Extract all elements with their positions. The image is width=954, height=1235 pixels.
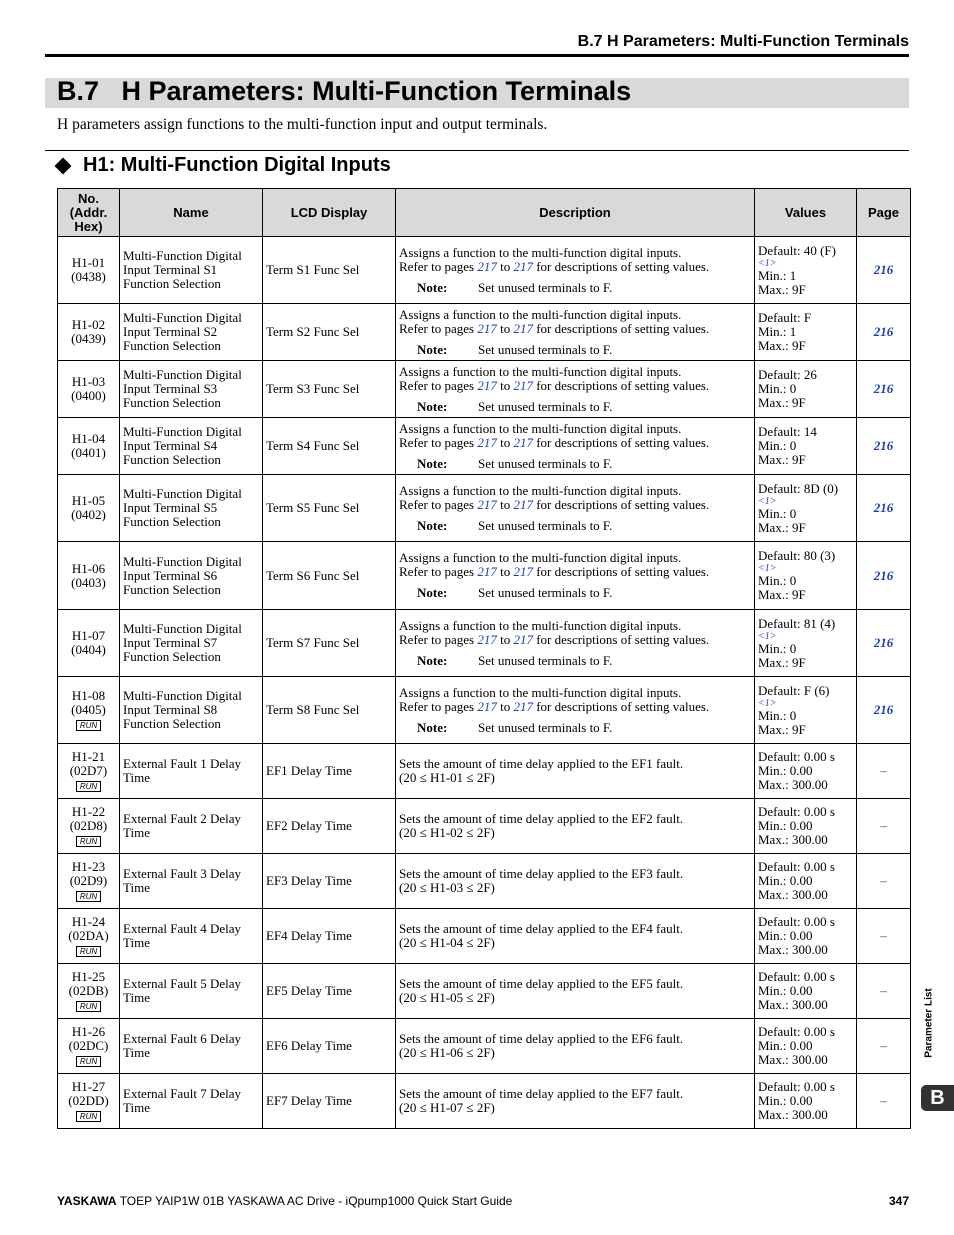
table-row: [58, 1019, 911, 1074]
page-ref-link[interactable]: 217: [477, 434, 497, 450]
table-row: [58, 677, 911, 744]
page-ref-link[interactable]: 217: [513, 320, 533, 336]
param-page: [857, 677, 911, 744]
subsection-heading: [55, 154, 391, 177]
param-lcd: EF7 Delay Time: [263, 1074, 396, 1129]
param-name: Multi-Function Digital Input Terminal S4 Function Selection: [120, 418, 263, 475]
run-badge: RUN: [76, 836, 101, 847]
page-link[interactable]: 216: [873, 324, 894, 339]
param-description: Assigns a function to the multi-function digital inputs. Refer to pages 217 to 217 for descriptions of setting values. Note: Set unused terminals to F.: [396, 542, 755, 610]
param-page: [857, 475, 911, 542]
param-lcd: EF2 Delay Time: [263, 799, 396, 854]
section-intro: H parameters assign functions to the multi-function input and output terminals.: [57, 116, 548, 133]
param-name: Multi-Function Digital Input Terminal S7 Function Selection: [120, 610, 263, 677]
param-values: Default: 81 (4) <1> Min.: 0 Max.: 9F: [755, 610, 857, 677]
param-values: Default: 14 Min.: 0 Max.: 9F: [755, 418, 857, 475]
note: Note: Set unused terminals to F.: [417, 719, 613, 735]
table-row: [58, 418, 911, 475]
param-number: H1-04 (0401): [58, 418, 120, 475]
page-ref-link[interactable]: 217: [513, 564, 533, 579]
param-lcd: Term S7 Func Sel: [263, 610, 396, 677]
param-name: External Fault 7 Delay Time: [120, 1074, 263, 1129]
parameter-table: [57, 188, 911, 1129]
param-description: Sets the amount of time delay applied to the EF6 fault. (20 ≤ H1-06 ≤ 2F): [396, 1019, 755, 1074]
footer-text: TOEP YAIP1W 01B YASKAWA AC Drive - iQpump1000 Quick Start Guide: [116, 1194, 513, 1208]
param-number: H1-25 (02DB) RUN: [58, 964, 120, 1019]
param-page: –: [857, 909, 911, 964]
note: Note: Set unused terminals to F.: [417, 517, 613, 533]
page-ref-link[interactable]: 217: [513, 434, 533, 450]
run-badge: RUN: [76, 946, 101, 957]
table-header-row: [58, 189, 911, 237]
param-description: Sets the amount of time delay applied to the EF2 fault. (20 ≤ H1-02 ≤ 2F): [396, 799, 755, 854]
note: Note: Set unused terminals to F.: [417, 455, 613, 471]
page-link[interactable]: 216: [873, 438, 894, 453]
param-page: –: [857, 1074, 911, 1129]
param-description: Sets the amount of time delay applied to the EF7 fault. (20 ≤ H1-07 ≤ 2F): [396, 1074, 755, 1129]
table-row: [58, 964, 911, 1019]
param-description: Sets the amount of time delay applied to the EF5 fault. (20 ≤ H1-05 ≤ 2F): [396, 964, 755, 1019]
param-description: Assigns a function to the multi-function digital inputs. Refer to pages 217 to 217 for descriptions of setting values. Note: Set unused terminals to F.: [396, 237, 755, 304]
run-badge: RUN: [76, 1001, 101, 1012]
param-lcd: Term S5 Func Sel: [263, 475, 396, 542]
param-lcd: Term S3 Func Sel: [263, 361, 396, 418]
note: Note: Set unused terminals to F.: [417, 398, 613, 414]
footnote-marker[interactable]: <1>: [758, 495, 777, 507]
table-row: [58, 1074, 911, 1129]
param-values: Default: 26 Min.: 0 Max.: 9F: [755, 361, 857, 418]
param-page: [857, 304, 911, 361]
table-row: [58, 610, 911, 677]
page-link[interactable]: 216: [873, 635, 894, 650]
param-name: External Fault 2 Delay Time: [120, 799, 263, 854]
footnote-marker[interactable]: <1>: [758, 563, 777, 574]
param-number: H1-02 (0439): [58, 304, 120, 361]
run-badge: RUN: [76, 1056, 101, 1067]
table-row: [58, 854, 911, 909]
param-name: Multi-Function Digital Input Terminal S1 Function Selection: [120, 237, 263, 304]
param-description: Assigns a function to the multi-function digital inputs. Refer to pages 217 to 217 for descriptions of setting values. Note: Set unused terminals to F.: [396, 418, 755, 475]
table-row: [58, 799, 911, 854]
col-header-description: Description: [396, 189, 755, 237]
col-header-name: Name: [120, 189, 263, 237]
param-number: H1-26 (02DC) RUN: [58, 1019, 120, 1074]
run-badge: RUN: [76, 1111, 101, 1122]
note: Note: Set unused terminals to F.: [417, 585, 613, 600]
param-page: [857, 237, 911, 304]
page-ref-link[interactable]: 217: [513, 496, 533, 512]
page-link[interactable]: 216: [873, 567, 894, 583]
param-number: H1-03 (0400): [58, 361, 120, 418]
table-row: [58, 475, 911, 542]
param-lcd: EF5 Delay Time: [263, 964, 396, 1019]
header-rule: [45, 54, 909, 57]
param-page: –: [857, 854, 911, 909]
param-values: Default: 0.00 s Min.: 0.00 Max.: 300.00: [755, 744, 857, 799]
param-number: H1-27 (02DD) RUN: [58, 1074, 120, 1129]
col-header-lcd: LCD Display: [263, 189, 396, 237]
footnote-marker[interactable]: <1>: [758, 697, 777, 709]
param-number: H1-22 (02D8) RUN: [58, 799, 120, 854]
page-link[interactable]: 216: [873, 702, 894, 717]
param-values: Default: 8D (0) <1> Min.: 0 Max.: 9F: [755, 475, 857, 542]
param-number: H1-08 (0405) RUN: [58, 677, 120, 744]
param-values: Default: 40 (F) <1> Min.: 1 Max.: 9F: [755, 237, 857, 304]
appendix-tab: B: [921, 1085, 954, 1111]
param-name: External Fault 3 Delay Time: [120, 854, 263, 909]
param-values: Default: 0.00 s Min.: 0.00 Max.: 300.00: [755, 1019, 857, 1074]
param-values: Default: 0.00 s Min.: 0.00 Max.: 300.00: [755, 1074, 857, 1129]
col-header-values: Values: [755, 189, 857, 237]
table-row: [58, 744, 911, 799]
page-ref-link[interactable]: 217: [477, 258, 497, 274]
param-name: Multi-Function Digital Input Terminal S2 Function Selection: [120, 304, 263, 361]
page-ref-link[interactable]: 217: [477, 377, 497, 393]
page-number: 347: [888, 1194, 909, 1208]
page-ref-link[interactable]: 217: [477, 496, 497, 512]
param-page: –: [857, 1019, 911, 1074]
page-link[interactable]: 216: [873, 500, 894, 515]
param-page: [857, 542, 911, 610]
diamond-bullet-icon: [55, 157, 72, 174]
param-number: H1-01 (0438): [58, 237, 120, 304]
param-name: Multi-Function Digital Input Terminal S6 Function Selection: [120, 542, 263, 610]
param-description: Sets the amount of time delay applied to the EF4 fault. (20 ≤ H1-04 ≤ 2F): [396, 909, 755, 964]
param-description: Assigns a function to the multi-function digital inputs. Refer to pages 217 to 217 for descriptions of setting values. Note: Set unused terminals to F.: [396, 677, 755, 744]
section-title-bar: [45, 78, 909, 108]
param-number: H1-05 (0402): [58, 475, 120, 542]
param-page: [857, 610, 911, 677]
param-values: Default: 0.00 s Min.: 0.00 Max.: 300.00: [755, 799, 857, 854]
param-values: Default: 0.00 s Min.: 0.00 Max.: 300.00: [755, 854, 857, 909]
note: Note: Set unused terminals to F.: [417, 279, 613, 295]
param-description: Assigns a function to the multi-function digital inputs. Refer to pages 217 to 217 for descriptions of setting values. Note: Set unused terminals to F.: [396, 610, 755, 677]
param-name: External Fault 4 Delay Time: [120, 909, 263, 964]
param-description: Sets the amount of time delay applied to the EF3 fault. (20 ≤ H1-03 ≤ 2F): [396, 854, 755, 909]
param-lcd: EF6 Delay Time: [263, 1019, 396, 1074]
run-badge: RUN: [76, 781, 101, 792]
footnote-marker[interactable]: <1>: [758, 257, 777, 269]
param-number: H1-23 (02D9) RUN: [58, 854, 120, 909]
section-title: B.7 H Parameters: Multi-Function Terminals: [57, 76, 632, 106]
param-values: Default: 0.00 s Min.: 0.00 Max.: 300.00: [755, 909, 857, 964]
param-description: Assigns a function to the multi-function digital inputs. Refer to pages 217 to 217 for descriptions of setting values. Note: Set unused terminals to F.: [396, 475, 755, 542]
col-header-no: No. (Addr. Hex): [58, 189, 120, 237]
table-row: [58, 237, 911, 304]
param-number: H1-21 (02D7) RUN: [58, 744, 120, 799]
page-ref-link[interactable]: 217: [513, 631, 533, 647]
param-name: Multi-Function Digital Input Terminal S3 Function Selection: [120, 361, 263, 418]
note: Note: Set unused terminals to F.: [417, 341, 613, 357]
footer: [57, 1194, 512, 1208]
page-ref-link[interactable]: 217: [513, 258, 533, 274]
param-name: External Fault 1 Delay Time: [120, 744, 263, 799]
param-name: External Fault 6 Delay Time: [120, 1019, 263, 1074]
page-ref-link[interactable]: 217: [513, 698, 533, 714]
subsection-title: H1: Multi-Function Digital Inputs: [83, 154, 391, 176]
table-row: [58, 361, 911, 418]
param-lcd: Term S8 Func Sel: [263, 677, 396, 744]
param-values: Default: 0.00 s Min.: 0.00 Max.: 300.00: [755, 964, 857, 1019]
param-values: Default: F Min.: 1 Max.: 9F: [755, 304, 857, 361]
param-values: Default: 80 (3) <1> Min.: 0 Max.: 9F: [755, 542, 857, 610]
param-description: Assigns a function to the multi-function digital inputs. Refer to pages 217 to 217 for descriptions of setting values. Note: Set unused terminals to F.: [396, 304, 755, 361]
param-page: –: [857, 964, 911, 1019]
param-number: H1-07 (0404): [58, 610, 120, 677]
param-description: Sets the amount of time delay applied to the EF1 fault. (20 ≤ H1-01 ≤ 2F): [396, 744, 755, 799]
param-page: [857, 361, 911, 418]
param-page: [857, 418, 911, 475]
table-row: [58, 909, 911, 964]
param-page: –: [857, 744, 911, 799]
subsection-rule: [45, 150, 909, 151]
page-link[interactable]: 216: [873, 381, 894, 396]
run-badge: RUN: [76, 891, 101, 902]
note: Note: Set unused terminals to F.: [417, 652, 613, 668]
param-lcd: Term S2 Func Sel: [263, 304, 396, 361]
param-values: Default: F (6) <1> Min.: 0 Max.: 9F: [755, 677, 857, 744]
page-ref-link[interactable]: 217: [477, 564, 497, 579]
page-ref-link[interactable]: 217: [477, 631, 497, 647]
footer-brand: YASKAWA: [57, 1194, 117, 1208]
param-lcd: Term S6 Func Sel: [263, 542, 396, 610]
page-ref-link[interactable]: 217: [477, 698, 497, 714]
table-row: [58, 542, 911, 610]
col-header-page: Page: [857, 189, 911, 237]
param-name: Multi-Function Digital Input Terminal S5 Function Selection: [120, 475, 263, 542]
page-ref-link[interactable]: 217: [513, 377, 533, 393]
param-lcd: Term S1 Func Sel: [263, 237, 396, 304]
param-name: External Fault 5 Delay Time: [120, 964, 263, 1019]
page-link[interactable]: 216: [873, 262, 894, 277]
run-badge: RUN: [76, 720, 101, 731]
running-header: B.7 H Parameters: Multi-Function Terminals: [577, 33, 909, 50]
param-description: Assigns a function to the multi-function digital inputs. Refer to pages 217 to 217 for descriptions of setting values. Note: Set unused terminals to F.: [396, 361, 755, 418]
param-lcd: Term S4 Func Sel: [263, 418, 396, 475]
side-section-label: Parameter List: [923, 988, 935, 1058]
param-name: Multi-Function Digital Input Terminal S8 Function Selection: [120, 677, 263, 744]
param-page: –: [857, 799, 911, 854]
param-number: H1-06 (0403): [58, 542, 120, 610]
param-lcd: EF4 Delay Time: [263, 909, 396, 964]
page-ref-link[interactable]: 217: [477, 320, 497, 336]
param-lcd: EF3 Delay Time: [263, 854, 396, 909]
param-lcd: EF1 Delay Time: [263, 744, 396, 799]
param-number: H1-24 (02DA) RUN: [58, 909, 120, 964]
table-row: [58, 304, 911, 361]
footnote-marker[interactable]: <1>: [758, 630, 777, 642]
